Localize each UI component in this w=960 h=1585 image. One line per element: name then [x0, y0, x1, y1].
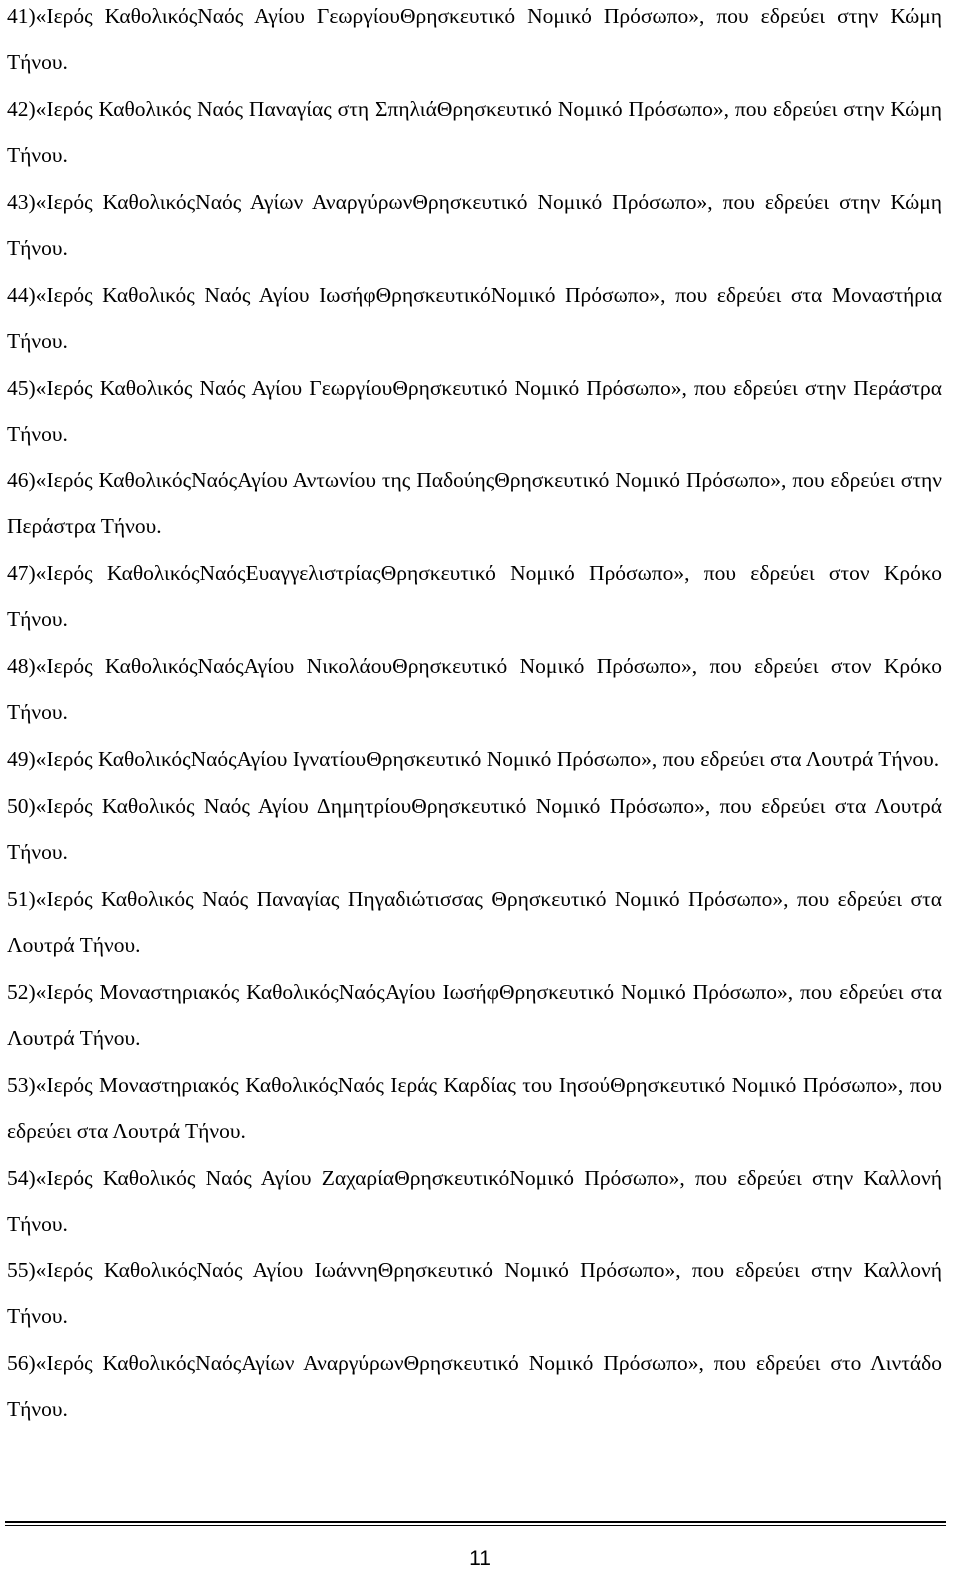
page-number: 11 — [469, 1547, 491, 1570]
list-item: 43)«Ιερός ΚαθολικόςΝαός Αγίων ΑναργύρωνΘρησκευτικό Νομικό Πρόσωπο», που εδρεύει στην Κώμη Τήνου. — [7, 189, 942, 260]
list-item: 54)«Ιερός Καθολικός Ναός Αγίου ΖαχαρίαΘρησκευτικόΝομικό Πρόσωπο», που εδρεύει στην Καλλονή Τήνου. — [7, 1165, 942, 1236]
list-item: 42)«Ιερός Καθολικός Ναός Παναγίας στη ΣπηλιάΘρησκευτικό Νομικό Πρόσωπο», που εδρεύει στην Κώμη Τήνου. — [7, 96, 942, 167]
list-item: 44)«Ιερός Καθολικός Ναός Αγίου ΙωσήφΘρησκευτικόΝομικό Πρόσωπο», που εδρεύει στα Μοναστήρια Τήνου. — [7, 282, 942, 353]
list-item: 47)«Ιερός ΚαθολικόςΝαόςΕυαγγελιστρίαςΘρησκευτικό Νομικό Πρόσωπο», που εδρεύει στον Κρόκο Τήνου. — [7, 561, 942, 632]
list-item: 48)«Ιερός ΚαθολικόςΝαόςΑγίου ΝικολάουΘρησκευτικό Νομικό Πρόσωπο», που εδρεύει στον Κρόκο Τήνου. — [7, 654, 942, 725]
list-item: 53)«Ιερός Μοναστηριακός ΚαθολικόςΝαός Ιεράς Καρδίας του ΙησούΘρησκευτικό Νομικό Πρόσωπο», που εδρεύει στα Λουτρά Τήνου. — [7, 1072, 942, 1143]
footer-rule-thin — [5, 1525, 946, 1526]
list-item: 46)«Ιερός ΚαθολικόςΝαόςΑγίου Αντωνίου της ΠαδούηςΘρησκευτικό Νομικό Πρόσωπο», που εδρεύει στην Περάστρα Τήνου. — [7, 468, 942, 539]
list-item: 50)«Ιερός Καθολικός Ναός Αγίου ΔημητρίουΘρησκευτικό Νομικό Πρόσωπο», που εδρεύει στα Λουτρά Τήνου. — [7, 794, 942, 865]
list-item: 55)«Ιερός ΚαθολικόςΝαός Αγίου ΙωάννηΘρησκευτικό Νομικό Πρόσωπο», που εδρεύει στην Καλλονή Τήνου. — [7, 1258, 942, 1329]
list-item: 52)«Ιερός Μοναστηριακός ΚαθολικόςΝαόςΑγίου ΙωσήφΘρησκευτικό Νομικό Πρόσωπο», που εδρεύει στα Λουτρά Τήνου. — [7, 979, 942, 1050]
footer-rule — [5, 1521, 946, 1523]
list-item: 49)«Ιερός ΚαθολικόςΝαόςΑγίου ΙγνατίουΘρησκευτικό Νομικό Πρόσωπο», που εδρεύει στα Λουτρά Τήνου. — [7, 747, 940, 772]
entry-list — [7, 0, 942, 1433]
list-item: 51)«Ιερός Καθολικός Ναός Παναγίας Πηγαδιώτισσας Θρησκευτικό Νομικό Πρόσωπο», που εδρεύει στα Λουτρά Τήνου. — [7, 886, 942, 957]
list-item: 56)«Ιερός ΚαθολικόςΝαόςΑγίων ΑναργύρωνΘρησκευτικό Νομικό Πρόσωπο», που εδρεύει στο Λιντάδο Τήνου. — [7, 1351, 942, 1422]
list-item: 41)«Ιερός ΚαθολικόςΝαός Αγίου ΓεωργίουΘρησκευτικό Νομικό Πρόσωπο», που εδρεύει στην Κώμη Τήνου. — [7, 4, 942, 74]
list-item: 45)«Ιερός Καθολικός Ναός Αγίου ΓεωργίουΘρησκευτικό Νομικό Πρόσωπο», που εδρεύει στην Περάστρα Τήνου. — [7, 375, 942, 446]
